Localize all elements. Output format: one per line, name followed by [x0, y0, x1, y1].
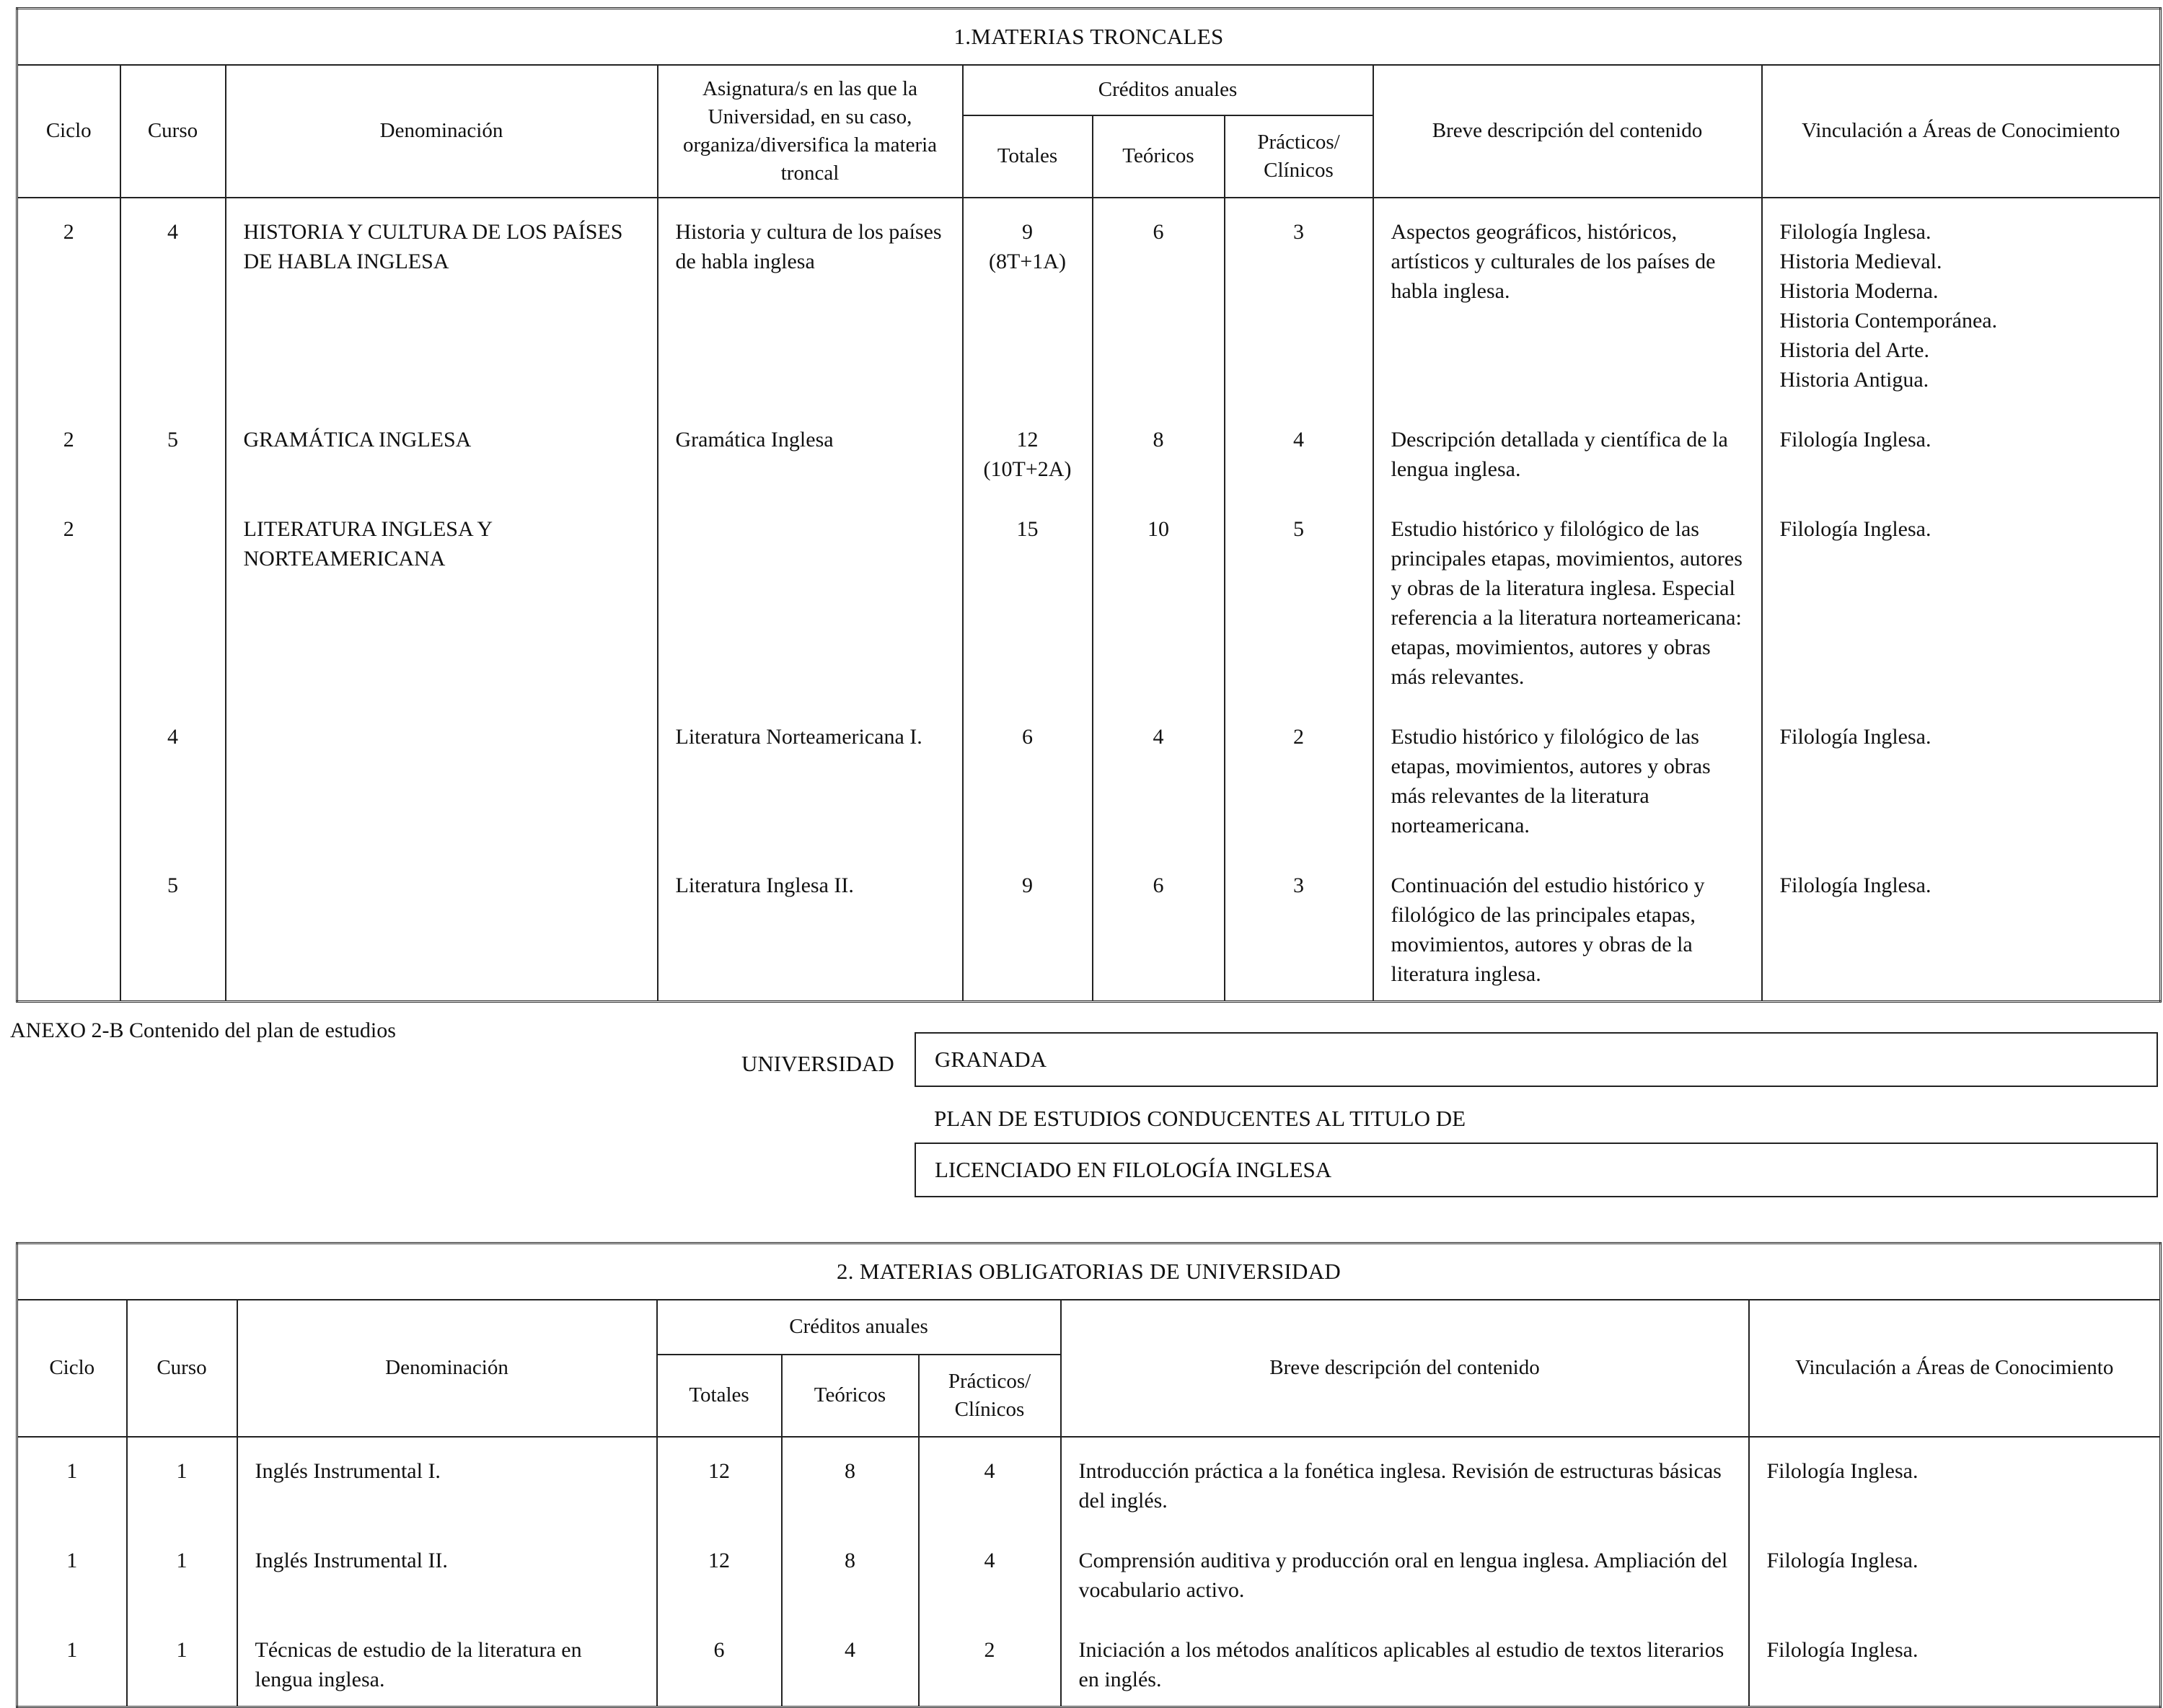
anexo-label: ANEXO 2-B Contenido del plan de estudios	[10, 1018, 396, 1042]
curso-cell: 1	[127, 1616, 237, 1707]
header-vinculacion: Vinculación a Áreas de Conocimiento	[1762, 65, 2161, 198]
area-item: Filología Inglesa.	[1779, 517, 1931, 541]
teoricos-cell: 4	[1093, 703, 1225, 852]
totales-cell: 9	[963, 852, 1093, 1002]
totales-value: 9	[1022, 220, 1033, 244]
practicos-cell: 4	[919, 1527, 1061, 1616]
area-item: Filología Inglesa.	[1779, 873, 1931, 897]
curso-cell	[120, 496, 226, 703]
area-item: Filología Inglesa.	[1779, 725, 1931, 749]
header-teoricos: Teóricos	[1093, 115, 1225, 198]
practicos-cell: 4	[919, 1437, 1061, 1527]
denominacion-cell	[226, 703, 658, 852]
teoricos-cell: 8	[782, 1527, 919, 1616]
totales-cell	[963, 198, 1093, 406]
curso-cell: 4	[120, 703, 226, 852]
area-item: Filología Inglesa.	[1779, 220, 1931, 244]
plan-label: PLAN DE ESTUDIOS CONDUCENTES AL TITULO DE	[934, 1106, 1466, 1131]
curso-cell: 4	[120, 198, 226, 406]
denominacion-cell: Inglés Instrumental I.	[237, 1437, 657, 1527]
materias-troncales-table	[16, 7, 2162, 1003]
denominacion-cell: HISTORIA Y CULTURA DE LOS PAÍSES DE HABLA INGLESA	[226, 198, 658, 406]
totales-cell: 12	[657, 1527, 782, 1616]
totales-cell: 12	[657, 1437, 782, 1527]
area-item: Historia Medieval.	[1779, 250, 1942, 273]
header-asignatura: Asignatura/s en las que la Universidad, en su caso, organiza/diversifica la materia troncal	[658, 65, 963, 198]
asignatura-cell: Literatura Norteamericana I.	[658, 703, 963, 852]
universidad-value: GRANADA	[935, 1047, 1047, 1072]
titulo-field	[915, 1143, 2158, 1197]
header-descripcion: Breve descripción del contenido	[1373, 65, 1762, 198]
ciclo-cell: 2	[17, 198, 120, 406]
denominacion-cell: Inglés Instrumental II.	[237, 1527, 657, 1616]
curso-cell: 1	[127, 1437, 237, 1527]
header-ciclo: Ciclo	[17, 65, 120, 198]
area-item: Historia Antigua.	[1779, 368, 1929, 392]
asignatura-cell: Historia y cultura de los países de habla inglesa	[658, 198, 963, 406]
totales-note: (10T+2A)	[983, 457, 1072, 481]
header-curso: Curso	[120, 65, 226, 198]
areas-cell	[1762, 852, 2161, 1002]
area-item: Historia del Arte.	[1779, 338, 1929, 362]
practicos-cell: 3	[1225, 198, 1373, 406]
ciclo-cell: 1	[17, 1527, 127, 1616]
asignatura-cell: Gramática Inglesa	[658, 406, 963, 496]
descripcion-cell: Descripción detallada y científica de la lengua inglesa.	[1373, 406, 1762, 496]
descripcion-cell: Estudio histórico y filológico de las principales etapas, movimientos, autores y obras de la literatura inglesa. Especial referencia a la literatura norteamericana: etapas, movimientos, autores y obras más relevantes.	[1373, 496, 1762, 703]
header-totales: Totales	[657, 1355, 782, 1437]
practicos-cell: 3	[1225, 852, 1373, 1002]
header-ciclo: Ciclo	[17, 1300, 127, 1437]
asignatura-cell	[658, 496, 963, 703]
totales-value: 12	[1016, 428, 1039, 452]
section-title: 2. MATERIAS OBLIGATORIAS DE UNIVERSIDAD	[17, 1243, 2161, 1300]
area-item: Historia Contemporánea.	[1779, 309, 1998, 333]
table-row	[17, 852, 2161, 1002]
teoricos-cell: 10	[1093, 496, 1225, 703]
areas-cell	[1762, 198, 2161, 406]
descripcion-cell: Estudio histórico y filológico de las etapas, movimientos, autores y obras más relevantes de la literatura norteamericana.	[1373, 703, 1762, 852]
denominacion-cell: GRAMÁTICA INGLESA	[226, 406, 658, 496]
header-creditos-anuales: Créditos anuales	[657, 1300, 1061, 1355]
descripcion-cell: Aspectos geográficos, históricos, artísticos y culturales de los países de habla inglesa.	[1373, 198, 1762, 406]
header-practicos: Prácticos/ Clínicos	[1225, 115, 1373, 198]
header-denominacion: Denominación	[237, 1300, 657, 1437]
section-title: 1.MATERIAS TRONCALES	[17, 9, 2161, 66]
denominacion-cell: Técnicas de estudio de la literatura en lengua inglesa.	[237, 1616, 657, 1707]
area-cell: Filología Inglesa.	[1749, 1616, 2161, 1707]
teoricos-cell: 6	[1093, 198, 1225, 406]
practicos-cell: 5	[1225, 496, 1373, 703]
table-row	[17, 1616, 2161, 1707]
practicos-cell: 2	[919, 1616, 1061, 1707]
area-item: Filología Inglesa.	[1779, 428, 1931, 452]
totales-cell: 6	[657, 1616, 782, 1707]
universidad-label: UNIVERSIDAD	[741, 1051, 894, 1076]
table-row	[17, 1437, 2161, 1527]
areas-cell	[1762, 496, 2161, 703]
teoricos-cell: 6	[1093, 852, 1225, 1002]
totales-cell: 15	[963, 496, 1093, 703]
area-cell: Filología Inglesa.	[1749, 1437, 2161, 1527]
teoricos-cell: 4	[782, 1616, 919, 1707]
practicos-cell: 4	[1225, 406, 1373, 496]
descripcion-cell: Introducción práctica a la fonética inglesa. Revisión de estructuras básicas del inglés.	[1061, 1437, 1749, 1527]
header-denominacion: Denominación	[226, 65, 658, 198]
titulo-value: LICENCIADO EN FILOLOGÍA INGLESA	[935, 1157, 1332, 1182]
header-practicos: Prácticos/ Clínicos	[919, 1355, 1061, 1437]
descripcion-cell: Comprensión auditiva y producción oral en lengua inglesa. Ampliación del vocabulario activo.	[1061, 1527, 1749, 1616]
curso-cell: 5	[120, 852, 226, 1002]
table-row	[17, 1527, 2161, 1616]
table-row	[17, 496, 2161, 703]
materias-obligatorias-table	[16, 1242, 2162, 1708]
areas-cell	[1762, 406, 2161, 496]
teoricos-cell: 8	[782, 1437, 919, 1527]
ciclo-cell: 2	[17, 496, 120, 703]
table-row	[17, 198, 2161, 406]
curso-cell: 5	[120, 406, 226, 496]
ciclo-cell	[17, 703, 120, 852]
area-cell: Filología Inglesa.	[1749, 1527, 2161, 1616]
header-curso: Curso	[127, 1300, 237, 1437]
header-vinculacion: Vinculación a Áreas de Conocimiento	[1749, 1300, 2161, 1437]
universidad-field	[915, 1032, 2158, 1087]
totales-cell: 6	[963, 703, 1093, 852]
descripcion-cell: Iniciación a los métodos analíticos aplicables al estudio de textos literarios en inglés.	[1061, 1616, 1749, 1707]
descripcion-cell: Continuación del estudio histórico y filológico de las principales etapas, movimientos, autores y obras de la literatura inglesa.	[1373, 852, 1762, 1002]
asignatura-cell: Literatura Inglesa II.	[658, 852, 963, 1002]
areas-cell	[1762, 703, 2161, 852]
practicos-cell: 2	[1225, 703, 1373, 852]
totales-cell	[963, 406, 1093, 496]
totales-note: (8T+1A)	[989, 250, 1066, 273]
denominacion-cell	[226, 852, 658, 1002]
table-row	[17, 406, 2161, 496]
denominacion-cell: LITERATURA INGLESA Y NORTEAMERICANA	[226, 496, 658, 703]
ciclo-cell: 1	[17, 1616, 127, 1707]
ciclo-cell: 2	[17, 406, 120, 496]
ciclo-cell	[17, 852, 120, 1002]
header-totales: Totales	[963, 115, 1093, 198]
ciclo-cell: 1	[17, 1437, 127, 1527]
header-creditos-anuales: Créditos anuales	[963, 65, 1373, 115]
curso-cell: 1	[127, 1527, 237, 1616]
area-item: Historia Moderna.	[1779, 279, 1939, 303]
header-descripcion: Breve descripción del contenido	[1061, 1300, 1749, 1437]
teoricos-cell: 8	[1093, 406, 1225, 496]
table-row	[17, 703, 2161, 852]
header-teoricos: Teóricos	[782, 1355, 919, 1437]
